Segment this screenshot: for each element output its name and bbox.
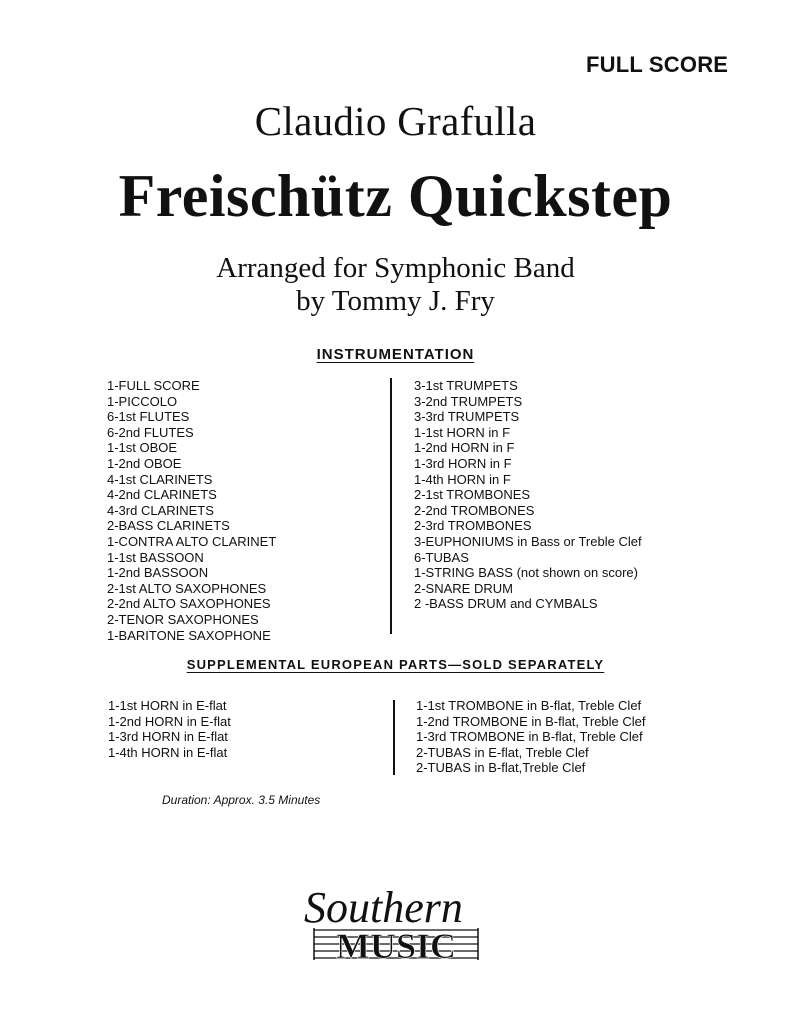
instrumentation-left-column bbox=[107, 378, 276, 643]
instrumentation-heading: INSTRUMENTATION bbox=[316, 346, 475, 363]
supplemental-heading-text: SUPPLEMENTAL EUROPEAN PARTS—SOLD SEPARATELY bbox=[186, 657, 605, 672]
instrument-part-item: 3-1st TRUMPETS bbox=[414, 378, 518, 393]
supplemental-part-item: 1-4th HORN in E-flat bbox=[108, 744, 228, 760]
supplemental-part-item: 1-2nd HORN in E-flat bbox=[108, 713, 231, 729]
instrument-part-item: 2-SNARE DRUM bbox=[414, 580, 513, 596]
instrument-part-item: 1-PICCOLO bbox=[107, 393, 178, 409]
supplemental-part-item: 1-2nd TROMBONE in B-flat, Treble Clef bbox=[416, 713, 646, 729]
instrument-part-item: 1-2nd BASSOON bbox=[107, 565, 209, 581]
instrument-part-item: 4-3rd CLARINETS bbox=[107, 502, 214, 518]
instrument-part-item: 4-1st CLARINETS bbox=[107, 471, 213, 487]
instrument-part-item: 2-2nd ALTO SAXOPHONES bbox=[107, 596, 271, 612]
instrument-part-item: 2-TENOR SAXOPHONES bbox=[107, 611, 259, 627]
instrument-part-item: 4-2nd CLARINETS bbox=[107, 487, 217, 503]
composer-name: Claudio Grafulla bbox=[254, 98, 537, 144]
instrument-part-item: 2 -BASS DRUM and CYMBALS bbox=[414, 596, 598, 612]
supplemental-part-item: 2-TUBAS in B-flat,Treble Clef bbox=[416, 760, 586, 776]
instrument-part-item: 3-3rd TRUMPETS bbox=[414, 409, 520, 425]
instrument-part-item: 2-2nd TROMBONES bbox=[414, 502, 535, 518]
instrumentation-right-column bbox=[414, 378, 642, 612]
supplemental-part-item: 1-1st TROMBONE in B-flat, Treble Clef bbox=[416, 698, 642, 713]
instrument-part-item: 1-STRING BASS (not shown on score) bbox=[414, 565, 638, 581]
supplemental-part-item: 1-3rd HORN in E-flat bbox=[108, 729, 228, 745]
supplemental-part-item: 1-1st HORN in E-flat bbox=[108, 698, 227, 713]
supplemental-heading bbox=[0, 657, 791, 672]
arranger-line: by Tommy J. Fry bbox=[296, 285, 495, 317]
supplemental-part-item: 2-TUBAS in E-flat, Treble Clef bbox=[416, 744, 589, 760]
instrument-part-item: 1-1st OBOE bbox=[107, 440, 178, 456]
duration-note: Duration: Approx. 3.5 Minutes bbox=[162, 793, 321, 807]
column-divider bbox=[390, 378, 392, 634]
supplemental-right-column bbox=[416, 698, 646, 776]
instrument-part-item: 1-CONTRA ALTO CLARINET bbox=[107, 533, 277, 549]
instrument-part-item: 6-2nd FLUTES bbox=[107, 424, 194, 440]
instrument-part-item: 1-FULL SCORE bbox=[107, 378, 200, 393]
southern-music-logo bbox=[300, 880, 500, 980]
supplemental-part-item: 1-3rd TROMBONE in B-flat, Treble Clef bbox=[416, 729, 643, 745]
instrument-part-item: 1-3rd HORN in F bbox=[414, 455, 512, 471]
instrument-part-item: 1-2nd HORN in F bbox=[414, 440, 515, 456]
instrument-part-item: 6-TUBAS bbox=[414, 549, 469, 565]
instrument-part-item: 2-BASS CLARINETS bbox=[107, 518, 230, 534]
instrument-part-item: 6-1st FLUTES bbox=[107, 409, 190, 425]
logo-southern-text: Southern bbox=[304, 883, 463, 932]
logo-music-text: MUSIC bbox=[335, 926, 457, 966]
instrument-part-item: 2-1st ALTO SAXOPHONES bbox=[107, 580, 267, 596]
instrument-part-item: 1-4th HORN in F bbox=[414, 471, 511, 487]
full-score-label: FULL SCORE bbox=[586, 52, 729, 77]
instrument-part-item: 2-3rd TROMBONES bbox=[414, 518, 532, 534]
instrument-part-item: 3-2nd TRUMPETS bbox=[414, 393, 523, 409]
column-divider bbox=[393, 700, 395, 775]
instrument-part-item: 2-1st TROMBONES bbox=[414, 487, 531, 503]
instrument-part-item: 3-EUPHONIUMS in Bass or Treble Clef bbox=[414, 533, 642, 549]
instrument-part-item: 1-BARITONE SAXOPHONE bbox=[107, 627, 271, 643]
piece-title: Freischütz Quickstep bbox=[118, 163, 673, 229]
arranged-for-line: Arranged for Symphonic Band bbox=[216, 252, 575, 284]
instrument-part-item: 1-1st BASSOON bbox=[107, 549, 204, 565]
arrangement-credit bbox=[0, 252, 791, 318]
instrument-part-item: 1-1st HORN in F bbox=[414, 424, 511, 440]
instrument-part-item: 1-2nd OBOE bbox=[107, 455, 182, 471]
supplemental-left-column bbox=[108, 698, 231, 760]
